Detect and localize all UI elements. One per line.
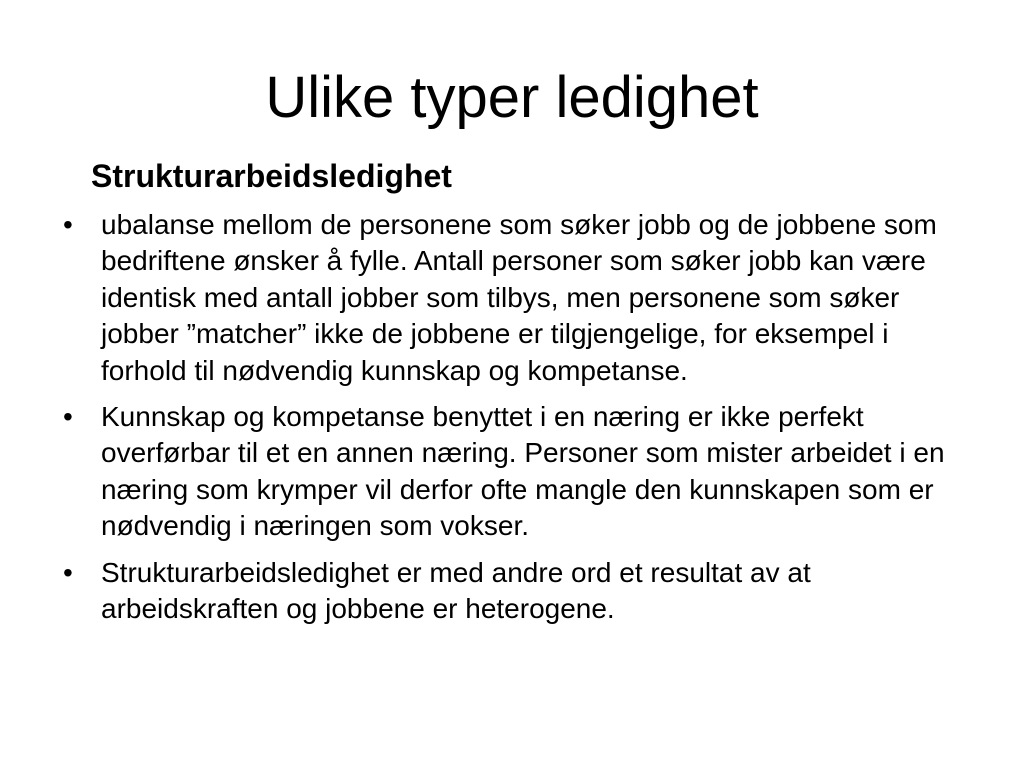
bullet-item-2	[63, 399, 963, 545]
bullet-dot-icon: •	[63, 401, 73, 433]
bullet-item-3	[63, 555, 963, 628]
bullet-list	[63, 207, 963, 637]
section-heading: Strukturarbeidsledighet	[91, 158, 452, 194]
bullet-dot-icon: •	[63, 209, 73, 240]
slide-title: Ulike typer ledighet	[265, 65, 759, 130]
bullet-text-3: Strukturarbeidsledighet er med andre ord et resultat av at arbeidskraften og jobbene er heterogene.	[101, 556, 811, 625]
bullet-item-1	[63, 207, 963, 389]
bullet-text-2: Kunnskap og kompetanse benyttet i en næring er ikke perfekt overførbar til et en annen næring. Personer som mister arbeidet i en næring som krymper vil derfor ofte mangle den kunnskapen som er nødvendig i næringen som vokser.	[101, 401, 945, 542]
bullet-text-1: ubalanse mellom de personene som søker jobb og de jobbene som bedriftene ønsker å fylle. Antall personer som søker jobb kan være identisk med antall jobber som tilbys, men personene som søker jobber ”matcher” ikke de jobbene er tilgjengelige, for eksempel i forhold til nødvendig kunnskap og kompetanse.	[101, 209, 937, 386]
bullet-dot-icon: •	[63, 556, 73, 588]
